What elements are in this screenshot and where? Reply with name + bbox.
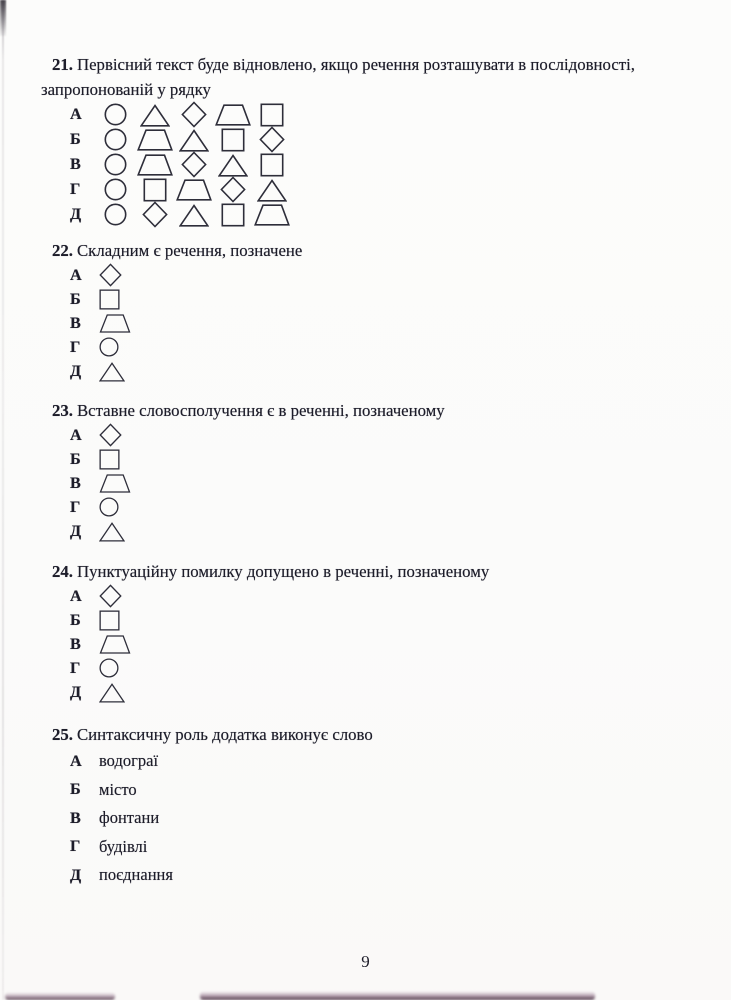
option-letter: Д xyxy=(70,521,82,540)
option-letter: В xyxy=(70,313,81,332)
option-row-Б xyxy=(70,287,731,311)
shape-cell xyxy=(135,178,174,202)
option-row-В xyxy=(70,632,731,656)
square-icon xyxy=(99,610,120,631)
diamond-icon xyxy=(220,176,246,203)
option-row-Б xyxy=(70,127,731,152)
option-letter: Б xyxy=(70,289,81,308)
option-letter: А xyxy=(70,586,82,605)
option-row-Б xyxy=(70,447,731,471)
option-letter: А xyxy=(70,751,82,770)
triangle-icon xyxy=(179,203,209,227)
trapezoid-icon xyxy=(215,104,251,126)
question-number: 25. xyxy=(52,725,73,744)
circle-icon xyxy=(99,337,119,357)
square-icon xyxy=(99,449,120,470)
option-letter: Б xyxy=(70,610,81,629)
question-22-options xyxy=(70,263,731,383)
option-row-Д xyxy=(70,202,731,227)
shape-cell xyxy=(252,178,291,202)
diamond-icon xyxy=(259,126,285,153)
shape-cell xyxy=(99,521,125,542)
square-icon xyxy=(260,103,284,127)
circle-icon xyxy=(104,103,127,126)
diamond-icon xyxy=(99,584,122,608)
option-row-А xyxy=(70,423,731,447)
option-row-А xyxy=(70,102,731,127)
shape-cell xyxy=(99,682,125,703)
scan-left-edge-line xyxy=(2,0,4,1000)
option-row-Б xyxy=(70,776,731,805)
triangle-icon xyxy=(99,682,125,703)
option-row-Г xyxy=(70,495,731,519)
shape-cell xyxy=(96,128,135,151)
question-24-options xyxy=(70,584,731,704)
trapezoid-icon xyxy=(137,129,173,151)
square-icon xyxy=(221,128,245,152)
question-24 xyxy=(0,559,731,704)
option-row-В xyxy=(70,471,731,495)
diamond-icon xyxy=(99,263,122,287)
question-24-title: 24. Пунктуаційну помилку допущено в реченні, позначеному xyxy=(52,562,490,581)
scan-bottom-smudge-right xyxy=(200,992,595,1000)
shape-cell xyxy=(99,314,131,333)
shape-cell xyxy=(99,337,119,357)
option-letter: Д xyxy=(70,865,82,884)
scan-top-left-mark xyxy=(0,0,6,36)
questions-container xyxy=(0,52,731,890)
option-row-Д xyxy=(70,861,731,890)
triangle-icon xyxy=(179,128,209,152)
shape-cell xyxy=(213,104,252,126)
option-letter: Д xyxy=(70,682,82,701)
trapezoid-icon xyxy=(176,179,212,201)
option-letter: В xyxy=(70,634,81,653)
trapezoid-icon xyxy=(99,314,131,333)
shape-cell xyxy=(174,179,213,201)
question-21-title: 21. Первісний текст буде відновлено, якщо речення розташувати в послідовності, запропонованій у рядку xyxy=(41,55,635,99)
shape-cell xyxy=(99,423,122,447)
option-letter: Г xyxy=(70,837,81,856)
question-number: 24. xyxy=(52,562,73,581)
option-letter: В xyxy=(70,473,81,492)
shape-cell xyxy=(99,497,119,517)
question-number: 21. xyxy=(52,55,73,74)
square-icon xyxy=(221,203,245,227)
option-row-Г xyxy=(70,177,731,202)
question-22-title: 22. Складним є речення, позначене xyxy=(52,241,303,260)
option-text: будівлі xyxy=(99,836,148,856)
shape-cell xyxy=(99,449,120,470)
shape-cell xyxy=(99,610,120,631)
shape-cell xyxy=(252,204,291,226)
question-23 xyxy=(0,398,731,543)
trapezoid-icon xyxy=(99,474,131,493)
shape-cell xyxy=(99,635,131,654)
shape-cell xyxy=(99,289,120,310)
question-number: 22. xyxy=(52,241,73,260)
shape-cell xyxy=(135,154,174,176)
option-letter: Г xyxy=(70,658,81,677)
shape-cell xyxy=(213,176,252,203)
option-row-В xyxy=(70,311,731,335)
shape-cell xyxy=(135,201,174,228)
diamond-icon xyxy=(99,423,122,447)
option-letter: Г xyxy=(70,180,81,198)
option-letter: А xyxy=(70,105,82,123)
option-letter: Б xyxy=(70,130,81,148)
shape-cell xyxy=(252,103,291,127)
circle-icon xyxy=(104,178,127,201)
circle-icon xyxy=(104,128,127,151)
question-21 xyxy=(0,52,731,227)
shape-cell xyxy=(96,203,135,226)
question-23-title: 23. Вставне словосполучення є в реченні, позначеному xyxy=(52,401,445,420)
question-22 xyxy=(0,238,731,383)
shape-cell xyxy=(96,153,135,176)
trapezoid-icon xyxy=(137,154,173,176)
shape-cell xyxy=(99,361,125,382)
question-23-options xyxy=(70,423,731,543)
option-letter: Г xyxy=(70,497,81,516)
shape-cell xyxy=(252,126,291,153)
option-row-Г xyxy=(70,335,731,359)
trapezoid-icon xyxy=(99,635,131,654)
shape-cell xyxy=(135,103,174,127)
triangle-icon xyxy=(99,521,125,542)
question-21-options xyxy=(70,102,731,227)
option-row-А xyxy=(70,747,731,776)
option-letter: Д xyxy=(70,205,82,223)
circle-icon xyxy=(99,658,119,678)
option-row-Д xyxy=(70,519,731,543)
shape-cell xyxy=(174,151,213,178)
shape-cell xyxy=(174,203,213,227)
option-row-А xyxy=(70,584,731,608)
option-row-В xyxy=(70,152,731,177)
triangle-icon xyxy=(218,153,248,177)
diamond-icon xyxy=(181,151,207,178)
shape-cell xyxy=(135,129,174,151)
diamond-icon xyxy=(142,201,168,228)
option-letter: Д xyxy=(70,361,82,380)
option-text: поєднання xyxy=(99,865,173,885)
shape-cell xyxy=(174,101,213,128)
option-row-А xyxy=(70,263,731,287)
option-text: фонтани xyxy=(99,808,160,828)
option-letter: Б xyxy=(70,780,81,799)
square-icon xyxy=(143,178,167,202)
shape-cell xyxy=(99,263,122,287)
option-row-Г xyxy=(70,656,731,680)
option-row-Г xyxy=(70,833,731,862)
option-letter: А xyxy=(70,425,82,444)
option-row-Д xyxy=(70,359,731,383)
triangle-icon xyxy=(99,361,125,382)
triangle-icon xyxy=(140,103,170,127)
shape-cell xyxy=(99,658,119,678)
option-letter: Г xyxy=(70,337,81,356)
shape-cell xyxy=(96,178,135,201)
option-letter: В xyxy=(70,808,81,827)
option-row-Б xyxy=(70,608,731,632)
option-text: місто xyxy=(99,779,137,799)
option-letter: Б xyxy=(70,449,81,468)
circle-icon xyxy=(99,497,119,517)
circle-icon xyxy=(104,153,127,176)
question-25-options xyxy=(70,747,731,890)
scan-bottom-smudge-left xyxy=(5,993,115,1000)
shape-cell xyxy=(213,128,252,152)
option-letter: В xyxy=(70,155,81,173)
page-number: 9 xyxy=(361,952,370,971)
shape-cell xyxy=(213,203,252,227)
trapezoid-icon xyxy=(254,204,290,226)
option-row-Д xyxy=(70,680,731,704)
question-25-title: 25. Синтаксичну роль додатка виконує слово xyxy=(52,725,373,744)
square-icon xyxy=(260,153,284,177)
shape-cell xyxy=(213,153,252,177)
shape-cell xyxy=(99,474,131,493)
square-icon xyxy=(99,289,120,310)
triangle-icon xyxy=(257,178,287,202)
option-row-В xyxy=(70,804,731,833)
shape-cell xyxy=(96,103,135,126)
option-letter: А xyxy=(70,265,82,284)
diamond-icon xyxy=(181,101,207,128)
option-text: водограї xyxy=(99,751,159,771)
question-25 xyxy=(0,722,731,890)
question-number: 23. xyxy=(52,401,73,420)
shape-cell xyxy=(174,128,213,152)
shape-cell xyxy=(252,153,291,177)
shape-cell xyxy=(99,584,122,608)
circle-icon xyxy=(104,203,127,226)
